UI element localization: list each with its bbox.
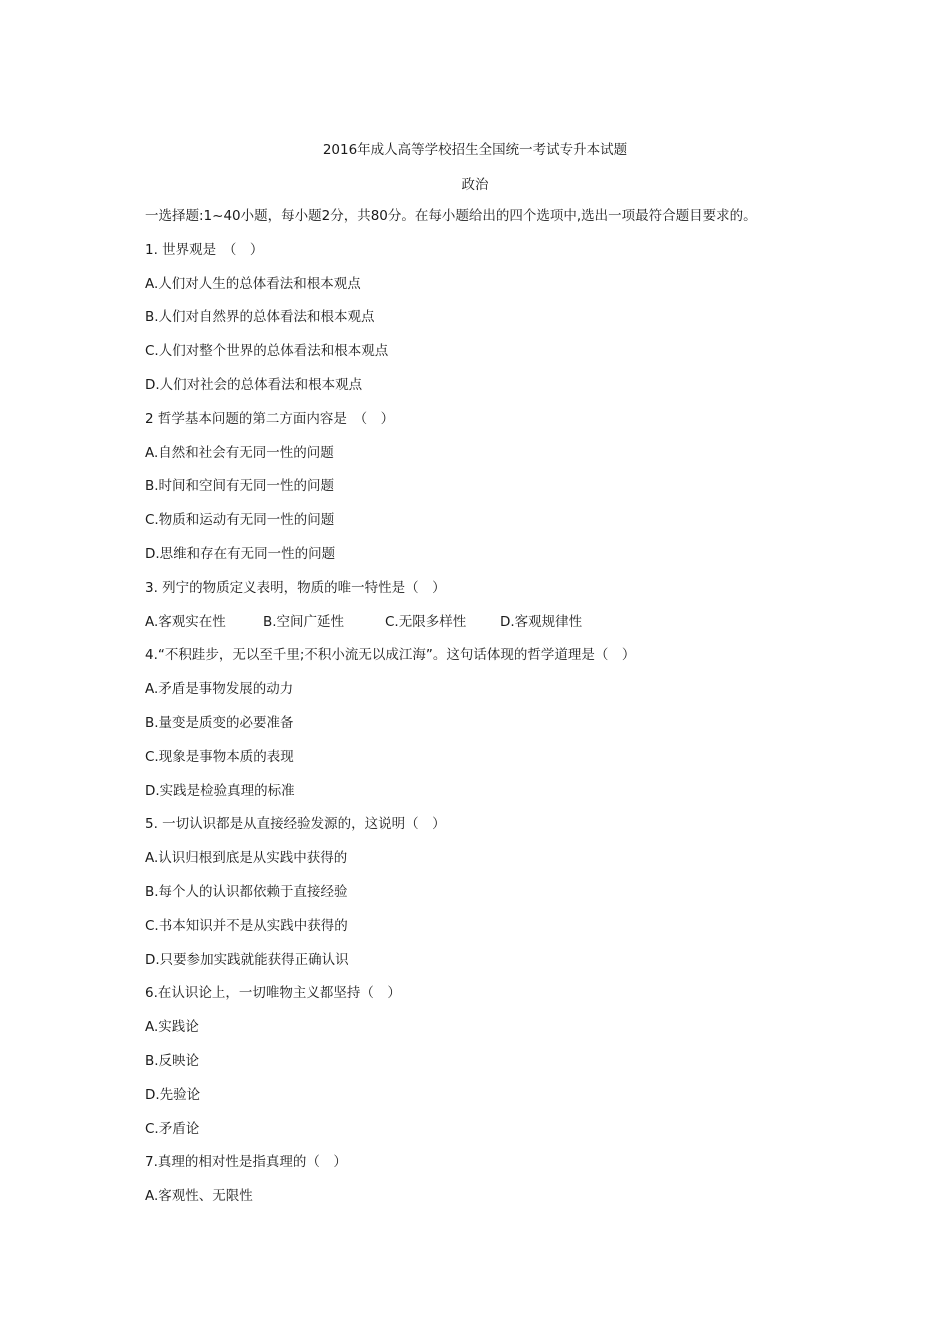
question-7-option-a: A.客观性、无限性 [145,1188,253,1205]
question-6-option-d: D.先验论 [145,1086,201,1103]
question-5-option-b: B.每个人的认识都依赖于直接经验 [145,883,348,900]
question-6-stem: 6.在认识论上，一切唯物主义都坚持（ ） [145,985,401,1002]
question-1-option-d: D.人们对社会的总体看法和根本观点 [145,376,363,393]
question-1-option-c: C.人们对整个世界的总体看法和根本观点 [145,343,389,360]
question-4-option-d: D.实践是检验真理的标准 [145,782,295,799]
question-5-option-c: C.书本知识并不是从实践中获得的 [145,917,348,934]
document-subject: 政治 [461,177,489,193]
question-2-stem: 2 哲学基本问题的第二方面内容是 （ ） [145,410,395,427]
question-1-stem: 1. 世界观是 （ ） [145,241,264,258]
question-6-option-b: B.反映论 [145,1052,200,1069]
question-6-option-c: C.矛盾论 [145,1120,200,1137]
question-6-option-a: A.实践论 [145,1019,199,1036]
question-1-option-a: A.人们对人生的总体看法和根本观点 [145,275,361,292]
question-7-stem: 7.真理的相对性是指真理的（ ） [145,1154,347,1171]
question-3-stem: 3. 列宁的物质定义表明，物质的唯一特性是（ ） [145,579,446,596]
instruction-text: 一选择题:1~40小题，每小题2分，共80分。在每小题给出的四个选项中,选出一项最符合题目要求的。 [145,208,757,224]
question-3-option-c: C.无限多样性 [385,613,467,630]
document-body [145,206,825,1220]
question-2-option-a: A.自然和社会有无同一性的问题 [145,444,334,461]
question-3-options-row [145,612,825,646]
question-4-stem: 4.“不积跬步，无以至千里;不积小流无以成江海”。这句话体现的哲学道理是（ ） [145,647,636,664]
question-5-stem: 5. 一切认识都是从直接经验发源的，这说明（ ） [145,816,446,833]
question-3-option-d: D.客观规律性 [500,613,583,630]
question-3-option-a: A.客观实在性 [145,613,226,630]
question-2-option-d: D.思维和存在有无同一性的问题 [145,545,336,562]
question-1-option-b: B.人们对自然界的总体看法和根本观点 [145,309,375,326]
question-4-option-b: B.量变是质变的必要准备 [145,714,294,731]
question-5-option-d: D.只要参加实践就能获得正确认识 [145,951,349,968]
question-4-option-c: C.现象是事物本质的表现 [145,748,294,765]
question-3-option-b: B.空间广延性 [263,613,345,630]
question-2-option-c: C.物质和运动有无同一性的问题 [145,512,335,529]
question-2-option-b: B.时间和空间有无同一性的问题 [145,478,335,495]
document-title: 2016年成人高等学校招生全国统一考试专升本试题 [322,142,628,158]
question-5-option-a: A.认识归根到底是从实践中获得的 [145,850,348,867]
question-4-option-a: A.矛盾是事物发展的动力 [145,681,294,698]
